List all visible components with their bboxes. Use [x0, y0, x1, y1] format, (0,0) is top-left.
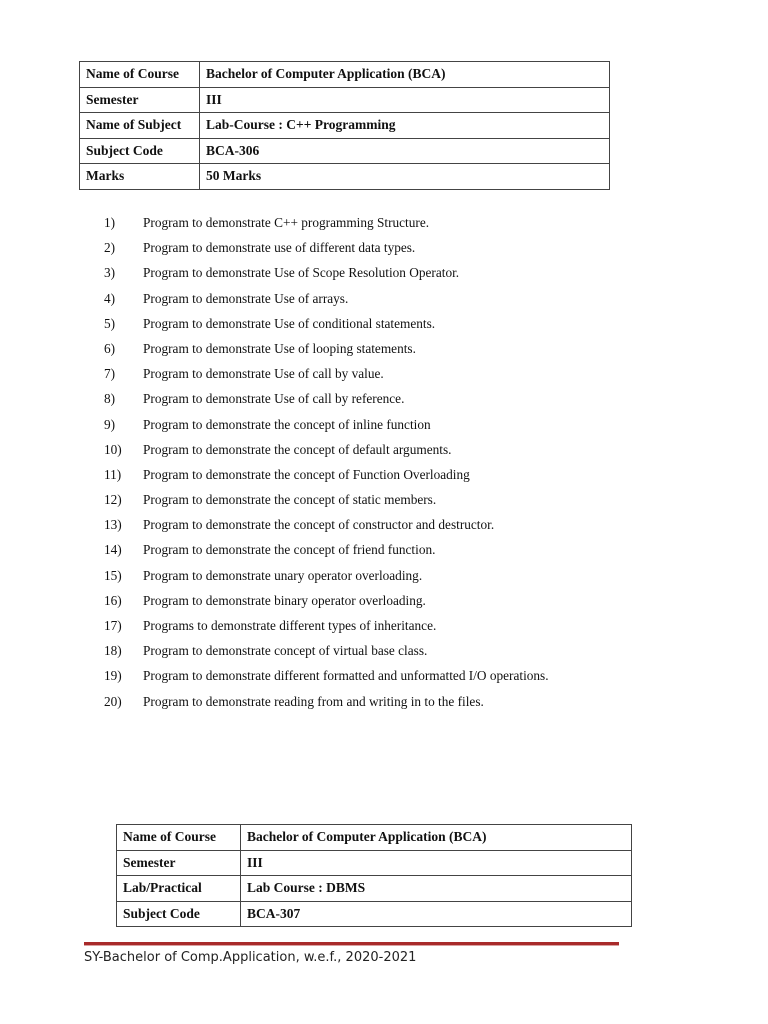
row-value: Lab-Course : C++ Programming	[200, 113, 610, 139]
list-item-text: Program to demonstrate the concept of static members.	[143, 492, 437, 508]
course-info-table-cpp	[79, 61, 610, 190]
list-item-number: 12)	[104, 492, 122, 508]
list-item-text: Program to demonstrate the concept of Function Overloading	[143, 466, 470, 482]
table-row	[117, 901, 632, 927]
row-label: Semester	[80, 87, 200, 113]
row-value: Bachelor of Computer Application (BCA)	[241, 825, 632, 851]
list-item-number: 7)	[104, 366, 116, 382]
row-value: BCA-307	[241, 901, 632, 927]
table-row	[80, 164, 610, 190]
table-row	[117, 876, 632, 902]
row-label: Name of Subject	[80, 113, 200, 139]
list-item-number: 15)	[104, 567, 122, 583]
list-item-number: 6)	[104, 340, 116, 356]
row-label: Name of Course	[117, 825, 241, 851]
list-item-number: 9)	[104, 416, 116, 432]
list-item-number: 14)	[104, 542, 122, 558]
list-item-text: Program to demonstrate Use of call by value.	[143, 366, 384, 382]
list-item-number: 18)	[104, 643, 122, 659]
list-item-text: Program to demonstrate the concept of friend function.	[143, 542, 436, 558]
list-item-number: 5)	[104, 315, 116, 331]
table-row	[80, 138, 610, 164]
list-item-number: 13)	[104, 517, 122, 533]
list-item-number: 16)	[104, 592, 122, 608]
list-item-number: 8)	[104, 391, 116, 407]
list-item-text: Program to demonstrate use of different data types.	[143, 240, 416, 256]
list-item-text: Program to demonstrate the concept of inline function	[143, 416, 431, 432]
list-item-number: 19)	[104, 668, 122, 684]
row-label: Lab/Practical	[117, 876, 241, 902]
row-label: Subject Code	[80, 138, 200, 164]
list-item-number: 2)	[104, 240, 116, 256]
list-item-text: Program to demonstrate concept of virtual base class.	[143, 643, 428, 659]
list-item-text: Program to demonstrate different formatted and unformatted I/O operations.	[143, 668, 549, 684]
table-row	[80, 87, 610, 113]
row-value: Bachelor of Computer Application (BCA)	[200, 62, 610, 88]
row-value: III	[241, 850, 632, 876]
row-label: Subject Code	[117, 901, 241, 927]
list-item-text: Program to demonstrate Use of looping statements.	[143, 340, 416, 356]
list-item-text: Program to demonstrate the concept of constructor and destructor.	[143, 517, 495, 533]
course-info-table-dbms	[116, 824, 632, 927]
list-item-text: Program to demonstrate Use of conditional statements.	[143, 315, 436, 331]
list-item-text: Program to demonstrate reading from and writing in to the files.	[143, 693, 484, 709]
list-item-text: Program to demonstrate unary operator overloading.	[143, 567, 423, 583]
list-item-text: Program to demonstrate binary operator overloading.	[143, 592, 426, 608]
list-item-text: Program to demonstrate Use of arrays.	[143, 290, 349, 306]
row-value: 50 Marks	[200, 164, 610, 190]
row-label: Name of Course	[80, 62, 200, 88]
row-label: Semester	[117, 850, 241, 876]
list-item-text: Programs to demonstrate different types of inheritance.	[143, 618, 437, 633]
row-value: III	[200, 87, 610, 113]
list-item-number: 3)	[104, 265, 116, 281]
footer-divider	[84, 942, 619, 945]
list-item-text: Program to demonstrate C++ programming Structure.	[143, 215, 430, 230]
list-item-number: 17)	[104, 618, 122, 633]
row-value: BCA-306	[200, 138, 610, 164]
row-value: Lab Course : DBMS	[241, 876, 632, 902]
table-row	[80, 62, 610, 88]
table-row	[117, 825, 632, 851]
list-item-number: 10)	[104, 441, 122, 457]
table-row	[80, 113, 610, 139]
list-item-text: Program to demonstrate Use of Scope Resolution Operator.	[143, 265, 460, 281]
footer-text: SY-Bachelor of Comp.Application, w.e.f., 2020-2021	[84, 950, 417, 965]
row-label: Marks	[80, 164, 200, 190]
list-item-number: 4)	[104, 290, 116, 306]
list-item-text: Program to demonstrate the concept of default arguments.	[143, 441, 452, 457]
table-row	[117, 850, 632, 876]
list-item-number: 1)	[104, 215, 116, 230]
list-item-number: 11)	[104, 466, 122, 482]
list-item-text: Program to demonstrate Use of call by reference.	[143, 391, 405, 407]
list-item-number: 20)	[104, 693, 122, 709]
